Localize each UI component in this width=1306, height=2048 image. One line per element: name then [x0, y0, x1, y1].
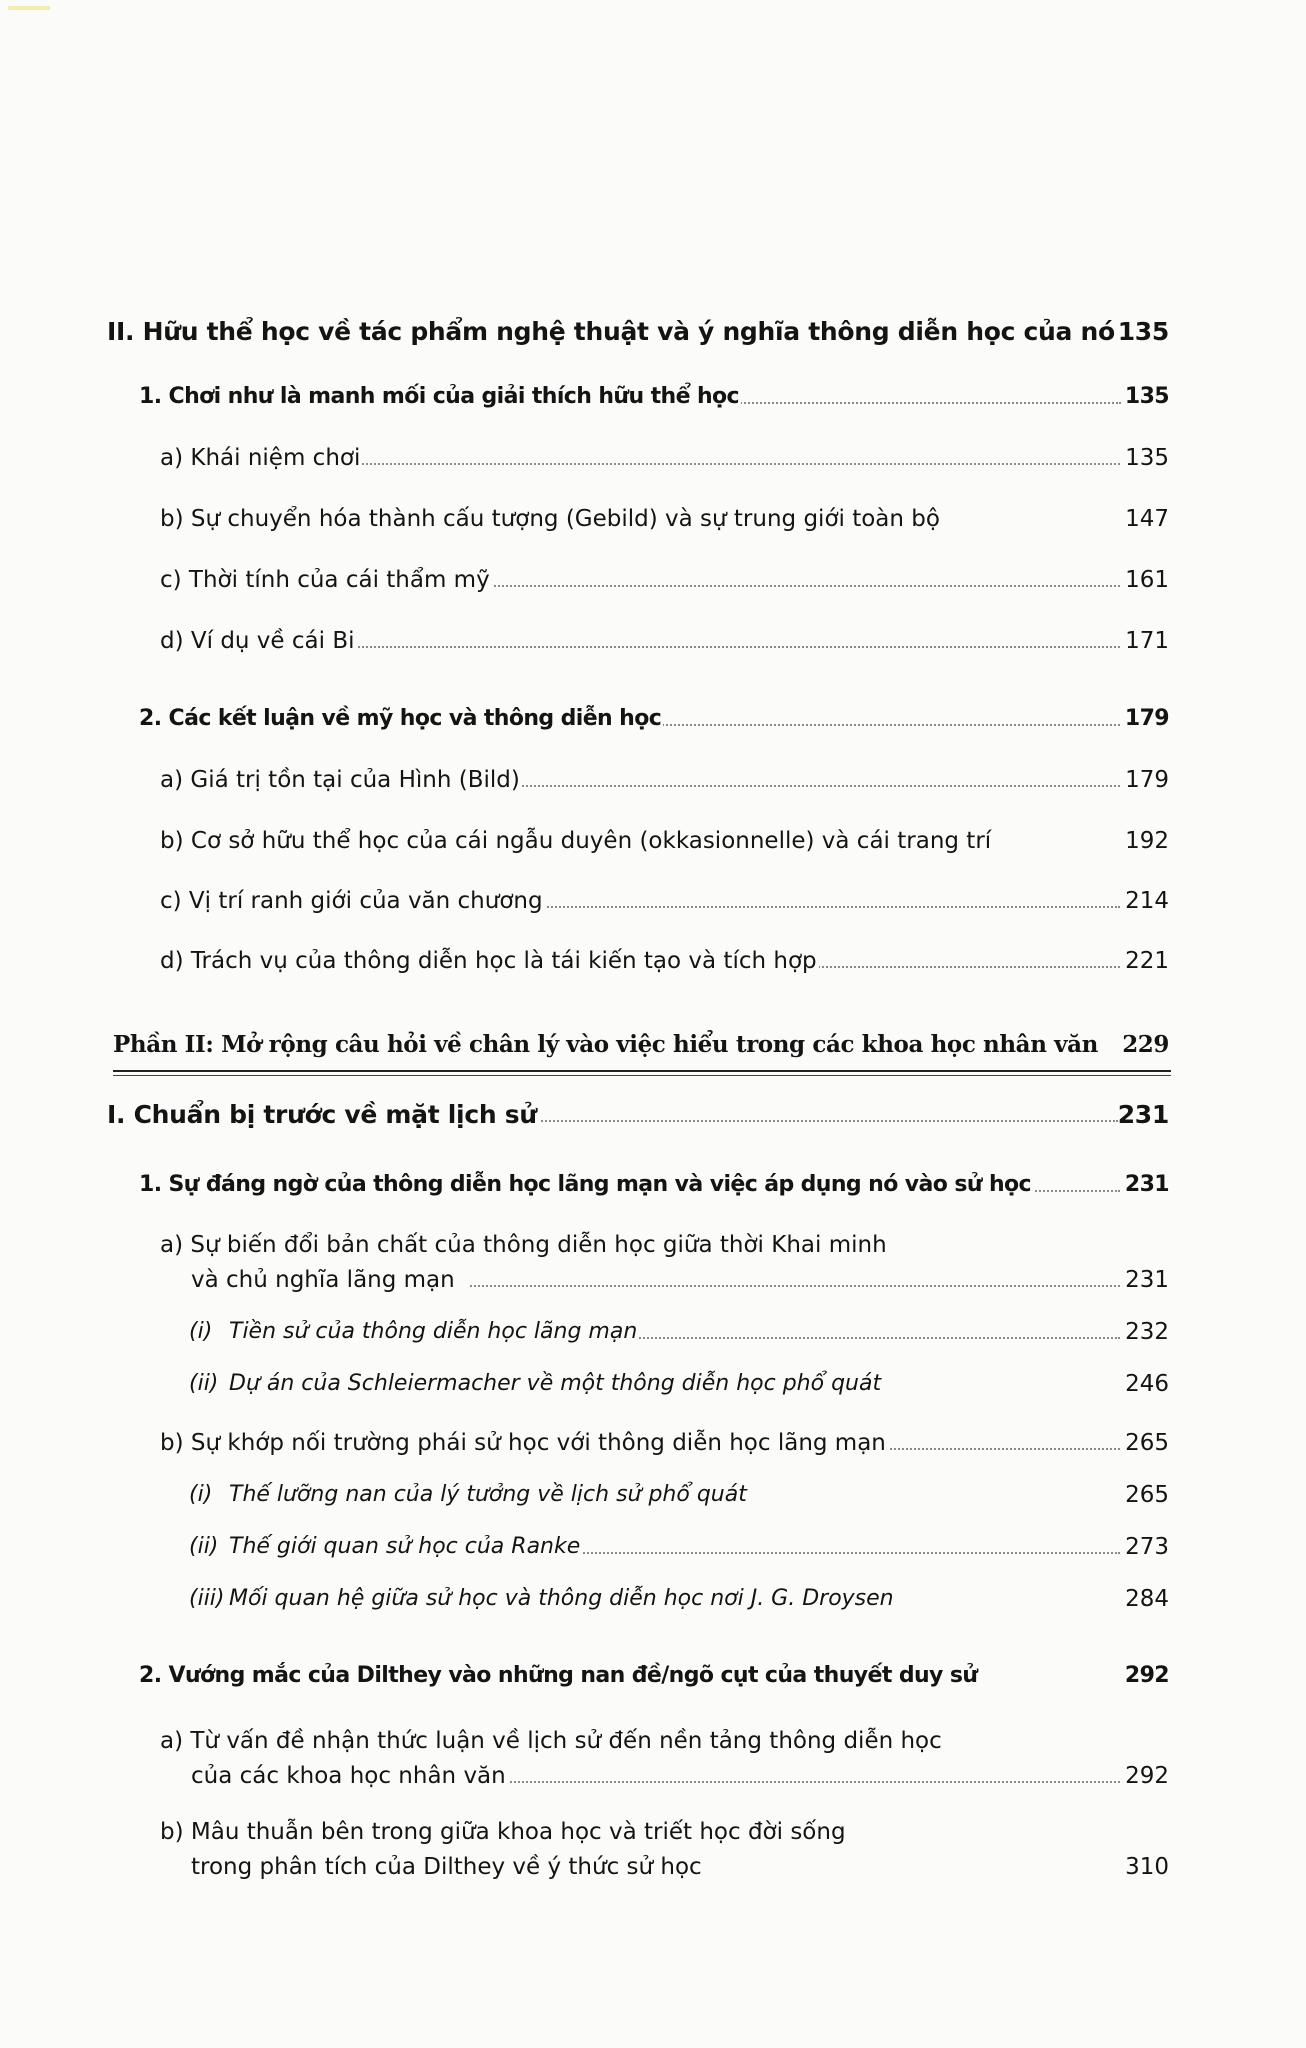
toc-page-number: 147: [1125, 506, 1169, 532]
toc-entry[interactable]: [0, 765, 1306, 799]
toc-entry-title: và chủ nghĩa lãng mạn: [191, 1267, 455, 1293]
toc-entry-title: của các khoa học nhân văn: [191, 1763, 506, 1789]
toc-entry-marker: (ii): [189, 1369, 220, 1399]
toc-entry-title: c) Vị trí ranh giới của văn chương: [160, 888, 543, 914]
toc-entry[interactable]: [0, 1100, 1306, 1134]
toc-entry-title: Tiền sử của thông diễn học lãng mạn: [229, 1317, 639, 1347]
toc-entry-title: trong phân tích của Dilthey về ý thức sử học: [191, 1854, 702, 1880]
toc-entry-title-line1: a) Sự biến đổi bản chất của thông diễn học giữa thời Khai minh: [160, 1232, 887, 1258]
toc-entry-title: a) Khái niệm chơi: [160, 445, 361, 471]
leader-dots: [355, 463, 1120, 465]
toc-entry[interactable]: [0, 565, 1306, 599]
toc-entry[interactable]: [0, 826, 1306, 860]
leader-dots: [485, 1781, 1120, 1783]
leader-dots: [505, 785, 1120, 787]
toc-entry-multiline[interactable]: [0, 1819, 1306, 1886]
toc-page-number: 135: [1117, 317, 1169, 346]
toc-entry-multiline[interactable]: [0, 1232, 1306, 1299]
leader-dots: [560, 1552, 1120, 1554]
toc-entry-marker: (i): [189, 1480, 214, 1510]
toc-page-number: 231: [1124, 1172, 1169, 1197]
toc-entry-title: d) Ví dụ về cái Bi: [160, 628, 355, 654]
toc-entry-multiline[interactable]: [0, 1728, 1306, 1795]
leader-dots: [478, 1120, 1118, 1122]
leader-dots: [470, 585, 1120, 587]
toc-page-number: 192: [1125, 828, 1169, 854]
toc-entry[interactable]: [0, 1480, 1306, 1514]
toc-page-number: 135: [1125, 445, 1169, 471]
toc-page-number: 310: [1125, 1854, 1169, 1880]
toc-entry-title: II. Hữu thể học về tác phẩm nghệ thuật và ý nghĩa thông diễn học của nó: [107, 317, 1115, 346]
toc-entry-title: b) Sự khớp nối trường phái sử học với thông diễn học lãng mạn: [160, 1430, 886, 1456]
toc-page-number: 265: [1125, 1430, 1169, 1456]
toc-entry-title: a) Giá trị tồn tại của Hình (Bild): [160, 767, 520, 793]
toc-entry-title: b) Cơ sở hữu thể học của cái ngẫu duyên (okkasionnelle) và cái trang trí: [160, 828, 992, 854]
toc-entry-marker: (ii): [189, 1532, 220, 1562]
toc-entry[interactable]: [0, 886, 1306, 920]
toc-entry[interactable]: [0, 1369, 1306, 1403]
toc-entry[interactable]: [0, 704, 1306, 738]
toc-part-entry[interactable]: [0, 1030, 1306, 1064]
toc-entry[interactable]: [0, 317, 1306, 351]
toc-entry[interactable]: [0, 1170, 1306, 1204]
toc-entry[interactable]: [0, 504, 1306, 538]
toc-entry-title: 2. Vướng mắc của Dilthey vào những nan đề/ngõ cụt của thuyết duy sử: [139, 1661, 979, 1691]
toc-entry-title: c) Thời tính của cái thẩm mỹ: [160, 567, 490, 593]
toc-entry-title: Thế giới quan sử học của Ranke: [229, 1532, 582, 1562]
bleed-through-line: [210, 180, 1140, 205]
leader-dots: [620, 1337, 1120, 1339]
toc-entry-marker: (iii): [189, 1584, 227, 1614]
leader-dots: [520, 906, 1120, 908]
toc-entry[interactable]: [0, 946, 1306, 980]
toc-entry-title: Thế lưỡng nan của lý tưởng về lịch sử phổ quát: [229, 1480, 749, 1510]
toc-entry-title: Phần II: Mở rộng câu hỏi về chân lý vào việc hiểu trong các khoa học nhân văn: [113, 1031, 1098, 1058]
leader-dots: [590, 724, 1120, 726]
toc-page-number: 221: [1125, 948, 1169, 974]
toc-entry-title: 1. Sự đáng ngờ của thông diễn học lãng mạn và việc áp dụng nó vào sử học: [139, 1170, 1033, 1200]
toc-entry[interactable]: [0, 382, 1306, 416]
scan-mark: [8, 6, 50, 10]
toc-entry-title-line1: a) Từ vấn đề nhận thức luận về lịch sử đến nền tảng thông diễn học: [160, 1728, 942, 1754]
toc-page-number: 231: [1117, 1100, 1169, 1129]
toc-page-number: 284: [1125, 1586, 1169, 1612]
toc-entry-title: 2. Các kết luận về mỹ học và thông diễn học: [139, 704, 663, 734]
toc-page-number: 229: [1122, 1031, 1169, 1058]
toc-page-number: 179: [1124, 706, 1169, 731]
toc-page-number: 292: [1124, 1663, 1169, 1688]
toc-page-number: 246: [1125, 1371, 1169, 1397]
toc-page-number: 135: [1124, 384, 1169, 409]
toc-page-number: 171: [1125, 628, 1169, 654]
toc-page-number: 265: [1125, 1482, 1169, 1508]
toc-entry[interactable]: [0, 1428, 1306, 1462]
toc-entry[interactable]: [0, 443, 1306, 477]
toc-page-number: 273: [1125, 1534, 1169, 1560]
toc-page-number: 231: [1125, 1267, 1169, 1293]
toc-entry[interactable]: [0, 626, 1306, 660]
toc-entry-title: b) Sự chuyển hóa thành cấu tượng (Gebild) và sự trung giới toàn bộ: [160, 506, 940, 532]
toc-entry-title: Mối quan hệ giữa sử học và thông diễn học nơi J. G. Droysen: [229, 1584, 896, 1614]
toc-entry-marker: (i): [189, 1317, 214, 1347]
leader-dots: [345, 646, 1120, 648]
leader-dots: [470, 1285, 1120, 1287]
toc-page-number: 232: [1125, 1319, 1169, 1345]
part-divider: [113, 1070, 1171, 1076]
toc-page-number: 161: [1125, 567, 1169, 593]
toc-entry-title: 1. Chơi như là manh mối của giải thích hữu thể học: [139, 382, 741, 412]
leader-dots: [775, 966, 1120, 968]
toc-page-number: 179: [1125, 767, 1169, 793]
toc-entry[interactable]: [0, 1584, 1306, 1618]
toc-entry[interactable]: [0, 1317, 1306, 1351]
toc-entry[interactable]: [0, 1532, 1306, 1566]
toc-entry-title-line1: b) Mâu thuẫn bên trong giữa khoa học và triết học đời sống: [160, 1819, 846, 1845]
toc-page-number: 214: [1125, 888, 1169, 914]
toc-entry-title: d) Trách vụ của thông diễn học là tái kiến tạo và tích hợp: [160, 948, 817, 974]
leader-dots: [855, 1448, 1120, 1450]
toc-page-number: 292: [1125, 1763, 1169, 1789]
toc-entry-title: I. Chuẩn bị trước về mặt lịch sử: [107, 1100, 537, 1129]
toc-entry-title: Dự án của Schleiermacher về một thông diễn học phổ quát: [229, 1369, 883, 1399]
toc-entry[interactable]: [0, 1661, 1306, 1695]
